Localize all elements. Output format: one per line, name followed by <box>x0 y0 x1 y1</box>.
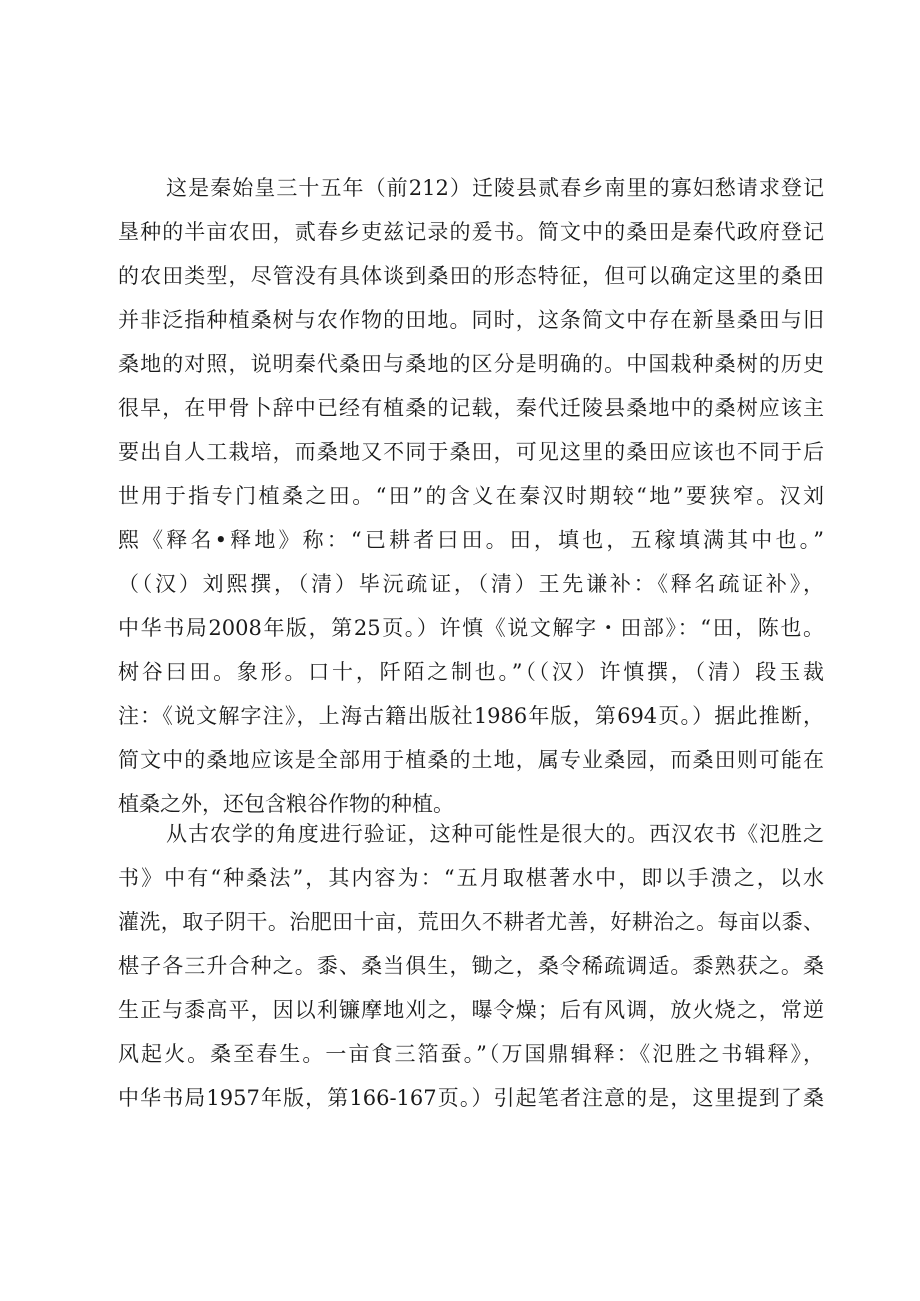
paragraph-line: 椹子各三升合种之。黍、桑当俱生，锄之，桑令稀疏调适。黍熟获之。桑 <box>118 954 824 978</box>
paragraph-line: 灌洗，取子阴干。治肥田十亩，荒田久不耕者尤善，好耕治之。每亩以黍、 <box>118 910 824 934</box>
paragraph-line: 生正与黍高平，因以利镰摩地刈之，曝令燥；后有风调，放火烧之，常逆 <box>118 998 824 1022</box>
paragraph-line: 垦种的半亩农田，贰春乡吏兹记录的爰书。简文中的桑田是秦代政府登记 <box>118 220 824 244</box>
paragraph-line: 的农田类型，尽管没有具体谈到桑田的形态特征，但可以确定这里的桑田 <box>118 264 824 288</box>
paragraph-2 <box>118 812 824 1120</box>
paragraph-line: 植桑之外，还包含粮谷作物的种植。 <box>118 792 454 816</box>
paragraph-line: 并非泛指种植桑树与农作物的田地。同时，这条简文中存在新垦桑田与旧 <box>118 308 824 332</box>
paragraph-line: 中华书局1957年版，第166-167页。）引起笔者注意的是，这里提到了桑 <box>118 1086 824 1110</box>
paragraph-line: 这是秦始皇三十五年（前212）迁陵县贰春乡南里的寡妇愁请求登记 <box>166 176 824 200</box>
paragraph-line: 注：《说文解字注》，上海古籍出版社1986年版，第694页。）据此推断， <box>118 704 824 728</box>
paragraph-line: 树谷曰田。象形。口十，阡陌之制也。”（（汉）许慎撰，（清）段玉裁 <box>118 660 824 684</box>
paragraph-line: 桑地的对照，说明秦代桑田与桑地的区分是明确的。中国栽种桑树的历史 <box>118 352 824 376</box>
paragraph-line: 简文中的桑地应该是全部用于植桑的土地，属专业桑园，而桑田则可能在 <box>118 748 824 772</box>
paragraph-line: 从古农学的角度进行验证，这种可能性是很大的。西汉农书《氾胜之 <box>166 822 824 846</box>
paragraph-1 <box>118 166 824 826</box>
paragraph-line: 书》中有“种桑法”，其内容为：“五月取椹著水中，即以手溃之，以水 <box>118 866 824 890</box>
paragraph-line: 中华书局2008年版，第25页。）许慎《说文解字・田部》：“田，陈也。 <box>118 616 824 640</box>
paragraph-line: 很早，在甲骨卜辞中已经有植桑的记载，秦代迁陵县桑地中的桑树应该主 <box>118 396 824 420</box>
paragraph-line: （（汉）刘熙撰，（清）毕沅疏证，（清）王先谦补：《释名疏证补》， <box>118 572 824 596</box>
paragraph-line: 要出自人工栽培，而桑地又不同于桑田，可见这里的桑田应该也不同于后 <box>118 440 824 464</box>
paragraph-line: 风起火。桑至春生。一亩食三箔蚕。”（万国鼎辑释：《氾胜之书辑释》， <box>118 1042 824 1066</box>
paragraph-line: 熙《释名•释地》称：“已耕者曰田。田，填也，五稼填满其中也。” <box>118 528 824 552</box>
paragraph-line: 世用于指专门植桑之田。“田”的含义在秦汉时期较“地”要狭窄。汉刘 <box>118 484 824 508</box>
